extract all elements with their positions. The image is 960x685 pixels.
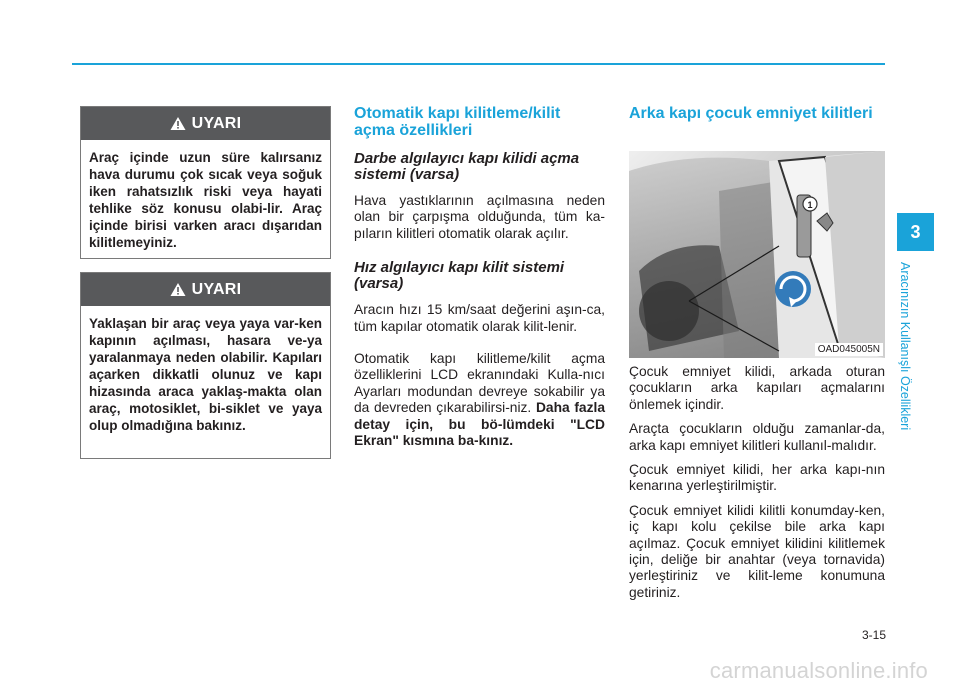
right-column-heading: [629, 105, 885, 122]
paragraph-speed-lock: Aracın hızı 15 km/saat değerini aşın-ca, tüm kapılar otomatik olarak kilit-lenir.: [354, 302, 605, 334]
paragraph-lcd-settings: [354, 351, 605, 449]
warning-triangle-icon: [170, 116, 186, 131]
top-rule: [72, 63, 885, 65]
middle-column: [354, 105, 605, 449]
paragraph-child-lock-location: Çocuk emniyet kilidi, her arka kapı-nın kenarına yerleştirilmiştir.: [629, 462, 885, 494]
lcd-settings-text: Otomatik kapı kilitleme/kilit açma özelliklerini LCD ekranındaki Kulla-nıcı Ayarları modundan devreye sokabilir ya da devreden çıkarabilirsi-niz.: [354, 351, 605, 416]
subheading-impact-unlock: Darbe algılayıcı kapı kilidi açma sistemi (varsa): [354, 150, 580, 183]
subheading-speed-lock: Hız algılayıcı kapı kilit sistemi (varsa): [354, 259, 565, 293]
warning-header: [81, 273, 330, 306]
paragraph-child-lock-operation: Çocuk emniyet kilidi kilitli konumday-ken, iç kapı kolu çekilse bile arka kapı açılmaz. Çocuk emniyet kilidini kilitlemek için, deliğe bir anahtar (veya tornavida) yerleştiriniz ve kilit-leme konumuna getiriniz.: [629, 502, 885, 600]
chapter-title: Aracınızın Kullanışlı Özellikleri: [898, 262, 912, 431]
paragraph-impact-unlock: Hava yastıklarının açılmasına neden olan bir çarpışma olduğunda, tüm ka-pıların kilitleri otomatik olarak açılır.: [354, 193, 605, 241]
right-column-text: [629, 364, 885, 601]
figure-marker: 1: [807, 200, 813, 210]
warning-text: Araç içinde uzun süre kalırsanız hava durumu çok sıcak veya soğuk iken rahatsızlık riski veya hayati tehlike söz konusu olabi-lir. Araç içinde birisi varken aracı dışarıdan kilitlemeyiniz.: [89, 150, 322, 250]
lcd-settings-reference: Daha fazla detay için, bu bö-lümdeki "LCD Ekran" kısmına ba-kınız.: [354, 400, 606, 449]
watermark: carmanualsonline.info: [709, 658, 928, 683]
warning-header: [81, 107, 330, 140]
section-heading-child-lock: Arka kapı çocuk emniyet kilitleri: [629, 105, 873, 122]
warning-triangle-icon: [170, 282, 186, 297]
warning-text: Yaklaşan bir araç veya yaya var-ken kapının açılması, hasara ve-ya yaralanmaya neden olabilir. Kapıları açarken dikkatli olunuz ve kapı hizasında araca yaklaş-makta olan araç, motosiklet, bi-siklet ve yaya olup olmadığına bakınız.: [89, 316, 322, 433]
warning-title: UYARI: [191, 280, 242, 298]
warning-box-2: [80, 272, 331, 459]
child-lock-figure: [629, 151, 885, 358]
chapter-tab: 3: [897, 213, 934, 251]
figure-code: OAD045005N: [815, 343, 883, 356]
warning-box-1: [80, 106, 331, 259]
page-number: 3-15: [861, 628, 886, 642]
paragraph-child-lock-purpose: Çocuk emniyet kilidi, arkada oturan çocukların arka kapıları açmalarını önlemek içindir.: [629, 364, 885, 412]
section-heading-auto-lock: Otomatik kapı kilitleme/kilit açma özellikleri: [354, 105, 561, 139]
paragraph-child-lock-usage: Araçta çocukların olduğu zamanlar-da, arka kapı emniyet kilitleri kullanıl-malıdır.: [629, 421, 885, 453]
car-door-illustration: [629, 151, 885, 358]
warning-title: UYARI: [191, 114, 242, 132]
